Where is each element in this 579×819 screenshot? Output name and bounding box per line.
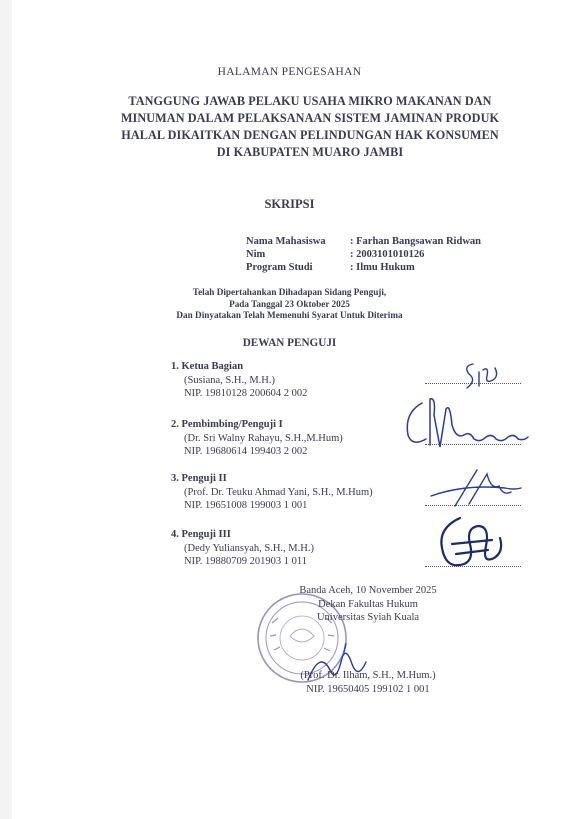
signature-pembimbing — [400, 395, 540, 457]
signature-ketua-bagian — [455, 358, 505, 396]
examiner-4 — [171, 528, 314, 569]
dean-identity — [268, 669, 468, 696]
student-value: : Ilmu Hukum — [350, 262, 415, 273]
student-value: : 2003101010126 — [350, 249, 425, 260]
university-name: Universitas Syiah Kuala — [316, 612, 420, 623]
examiner-nip: NIP. 19680614 199403 2 002 — [184, 446, 308, 457]
examiner-nip: NIP. 19810128 200604 2 002 — [184, 388, 308, 399]
student-label: Program Studi — [246, 262, 313, 273]
defense-line-2: Pada Tanggal 23 Oktober 2025 — [229, 298, 350, 309]
examiner-name: (Dr. Sri Walny Rahayu, S.H.,M.Hum) — [184, 432, 343, 444]
examiner-role: 3. Penguji II — [171, 473, 227, 484]
page-header: HALAMAN PENGESAHAN — [217, 66, 362, 78]
examiner-name: (Susiana, S.H., M.H.) — [184, 374, 275, 386]
dean-name: (Prof. Dr. Ilham, S.H., M.Hum.) — [300, 670, 436, 681]
examiner-role: 2. Pembimbing/Penguji I — [171, 419, 283, 430]
examiner-role: 1. Ketua Bagian — [171, 361, 244, 372]
signature-penguji-3 — [430, 514, 510, 578]
dean-block — [268, 584, 468, 625]
dean-position: Dekan Fakultas Hukum — [318, 598, 418, 610]
examiner-role: 4. Penguji III — [171, 529, 231, 540]
student-label: Nama Mahasiswa — [246, 236, 326, 247]
page-edge — [0, 0, 12, 819]
dean-nip: NIP. 19650405 199102 1 001 — [306, 683, 430, 695]
examiner-nip: NIP. 19651008 199003 1 001 — [184, 500, 308, 511]
examiner-name: (Prof. Dr. Teuku Ahmad Yani, S.H., M.Hum) — [184, 486, 373, 498]
defense-line-3: Dan Dinyatakan Telah Memenuhi Syarat Untuk Diterima — [176, 310, 403, 320]
student-label: Nim — [246, 249, 266, 260]
examiner-2 — [171, 418, 343, 459]
defense-line-1: Telah Dipertahankan Dihadapan Sidang Penguji, — [192, 287, 387, 297]
student-value: : Farhan Bangsawan Ridwan — [350, 236, 481, 247]
document-type: SKRIPSI — [264, 197, 315, 211]
signature-penguji-2 — [425, 466, 525, 510]
place-date: Banda Aceh, 10 November 2025 — [299, 585, 437, 596]
examiner-nip: NIP. 19880709 201903 1 011 — [184, 556, 307, 567]
examiner-name: (Dedy Yuliansyah, S.H., M.H.) — [184, 542, 314, 554]
thesis-title: TANGGUNG JAWAB PELAKU USAHA MIKRO MAKANAN DAN MINUMAN DALAM PELAKSANAAN SISTEM JAMINAN PRODUK HALAL DIKAITKAN DENGAN PELINDUNGAN HAK KONSUMEN DI KABUPATEN MUARO JAMBI — [120, 94, 500, 159]
examiner-1 — [171, 360, 307, 401]
board-title: DEWAN PENGUJI — [242, 337, 337, 349]
examiner-3 — [171, 472, 373, 513]
